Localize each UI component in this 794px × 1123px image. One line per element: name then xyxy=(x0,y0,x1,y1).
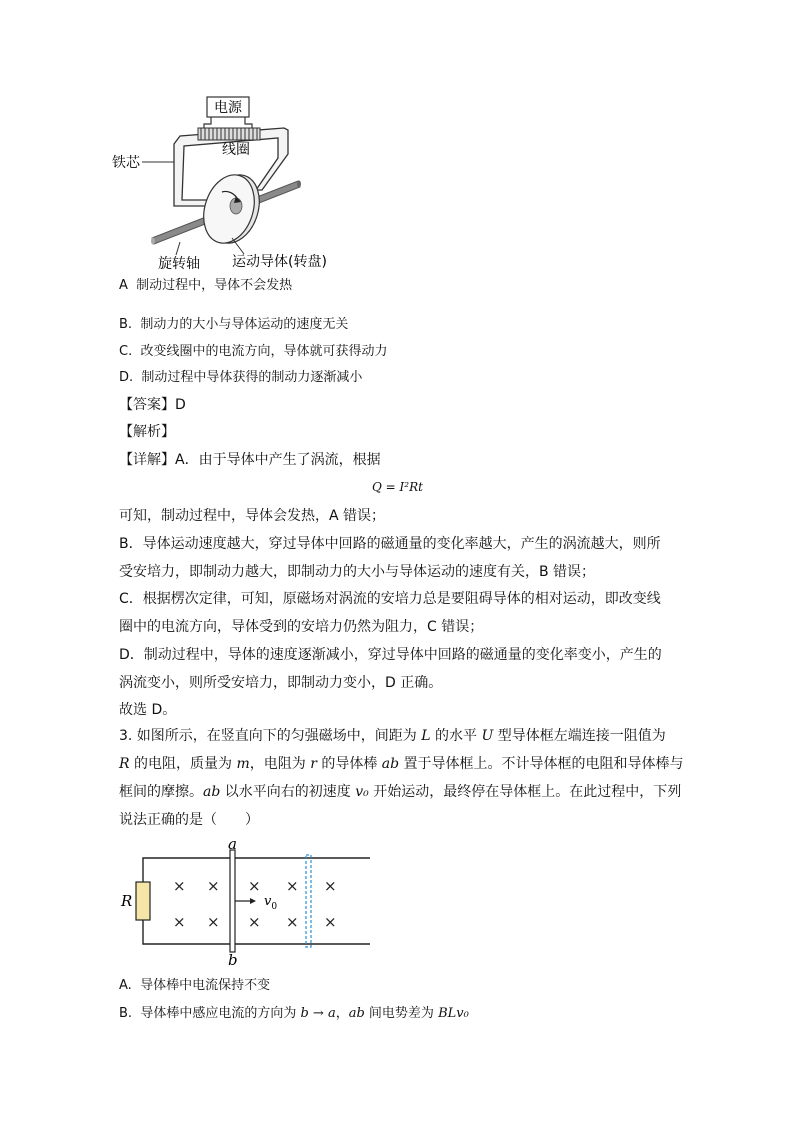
option-b: B. 制动力的大小与导体运动的速度无关 xyxy=(119,317,349,332)
q3-option-a: A. 导体棒中电流保持不变 xyxy=(119,978,271,993)
option-c: C. 改变线圈中的电流方向，导体就可获得动力 xyxy=(119,344,388,359)
field-cross: × xyxy=(324,877,337,895)
field-cross: × xyxy=(173,877,186,895)
formula: Q = I²Rt xyxy=(372,480,423,494)
core-label: 铁芯 xyxy=(112,155,140,171)
q3-stem-line2: R 的电阻，质量为 m，电阻为 r 的导体棒 ab 置于导体框上。不计导体框的电阻和导体棒与 xyxy=(119,756,684,772)
u-frame xyxy=(143,858,370,944)
analysis-title: 【解析】 xyxy=(119,424,175,440)
field-cross: × xyxy=(173,913,186,931)
eddy-brake-figure xyxy=(112,92,352,272)
field-cross: × xyxy=(324,913,337,931)
label-b: b xyxy=(228,951,238,968)
u-frame-figure xyxy=(118,838,380,968)
coil xyxy=(198,128,260,140)
detail-b-line1: B．导体运动速度越大，穿过导体中回路的磁通量的变化率越大，产生的涡流越大，则所 xyxy=(119,536,661,552)
field-cross: × xyxy=(248,913,261,931)
detail-a-line2: 可知，制动过程中，导体会发热，A 错误； xyxy=(119,508,386,524)
label-a: a xyxy=(228,838,237,853)
velocity-label: $v_0$ xyxy=(264,894,278,912)
rod-ab xyxy=(230,850,235,952)
disc-label: 运动导体(转盘) xyxy=(232,254,327,270)
q3-stem-line4: 说法正确的是（ ） xyxy=(119,812,259,828)
detail-d-line2: 涡流变小，则所受安培力，即制动力变小，D 正确。 xyxy=(119,675,443,691)
field-cross: × xyxy=(286,913,299,931)
axle-label: 旋转轴 xyxy=(158,256,200,272)
detail-c-line2: 圈中的电流方向，导体受到的安培力仍然为阻力，C 错误； xyxy=(119,619,484,635)
field-cross: × xyxy=(207,913,220,931)
field-cross: × xyxy=(286,877,299,895)
option-a: A 制动过程中，导体不会发热 xyxy=(119,278,293,293)
power-label: 电源 xyxy=(214,100,242,116)
field-cross: × xyxy=(248,877,261,895)
resistor-label: R xyxy=(121,892,133,910)
option-d: D. 制动过程中导体获得的制动力逐渐减小 xyxy=(119,370,363,385)
q3-option-b: B. 导体棒中感应电流的方向为 b → a，ab 间电势差为 BLv₀ xyxy=(119,1006,469,1021)
detail-b-line2: 受安培力，即制动力越大，即制动力的大小与导体运动的速度有关，B 错误； xyxy=(119,564,596,580)
detail-c-line1: C．根据楞次定律，可知，原磁场对涡流的安培力总是要阻碍导体的相对运动，即改变线 xyxy=(119,591,661,607)
detail-a-line1: 【详解】A．由于导体中产生了涡流，根据 xyxy=(119,452,381,468)
detail-d-line1: D．制动过程中，导体的速度逐渐减小，穿过导体中回路的磁通量的变化率变小，产生的 xyxy=(119,647,662,663)
coil-label: 线圈 xyxy=(222,142,250,158)
answer: 【答案】D xyxy=(119,397,186,413)
final-position xyxy=(306,855,311,947)
resistor xyxy=(136,882,150,920)
field-cross: × xyxy=(207,877,220,895)
q3-stem-line1: 3. 如图所示，在竖直向下的匀强磁场中，间距为 L 的水平 U 型导体框左端连接一阻值为 xyxy=(119,728,666,744)
conclusion: 故选 D。 xyxy=(119,702,177,718)
q3-stem-line3: 框间的摩擦。ab 以水平向右的初速度 v₀ 开始运动，最终停在导体框上。在此过程中，下列 xyxy=(119,784,682,800)
